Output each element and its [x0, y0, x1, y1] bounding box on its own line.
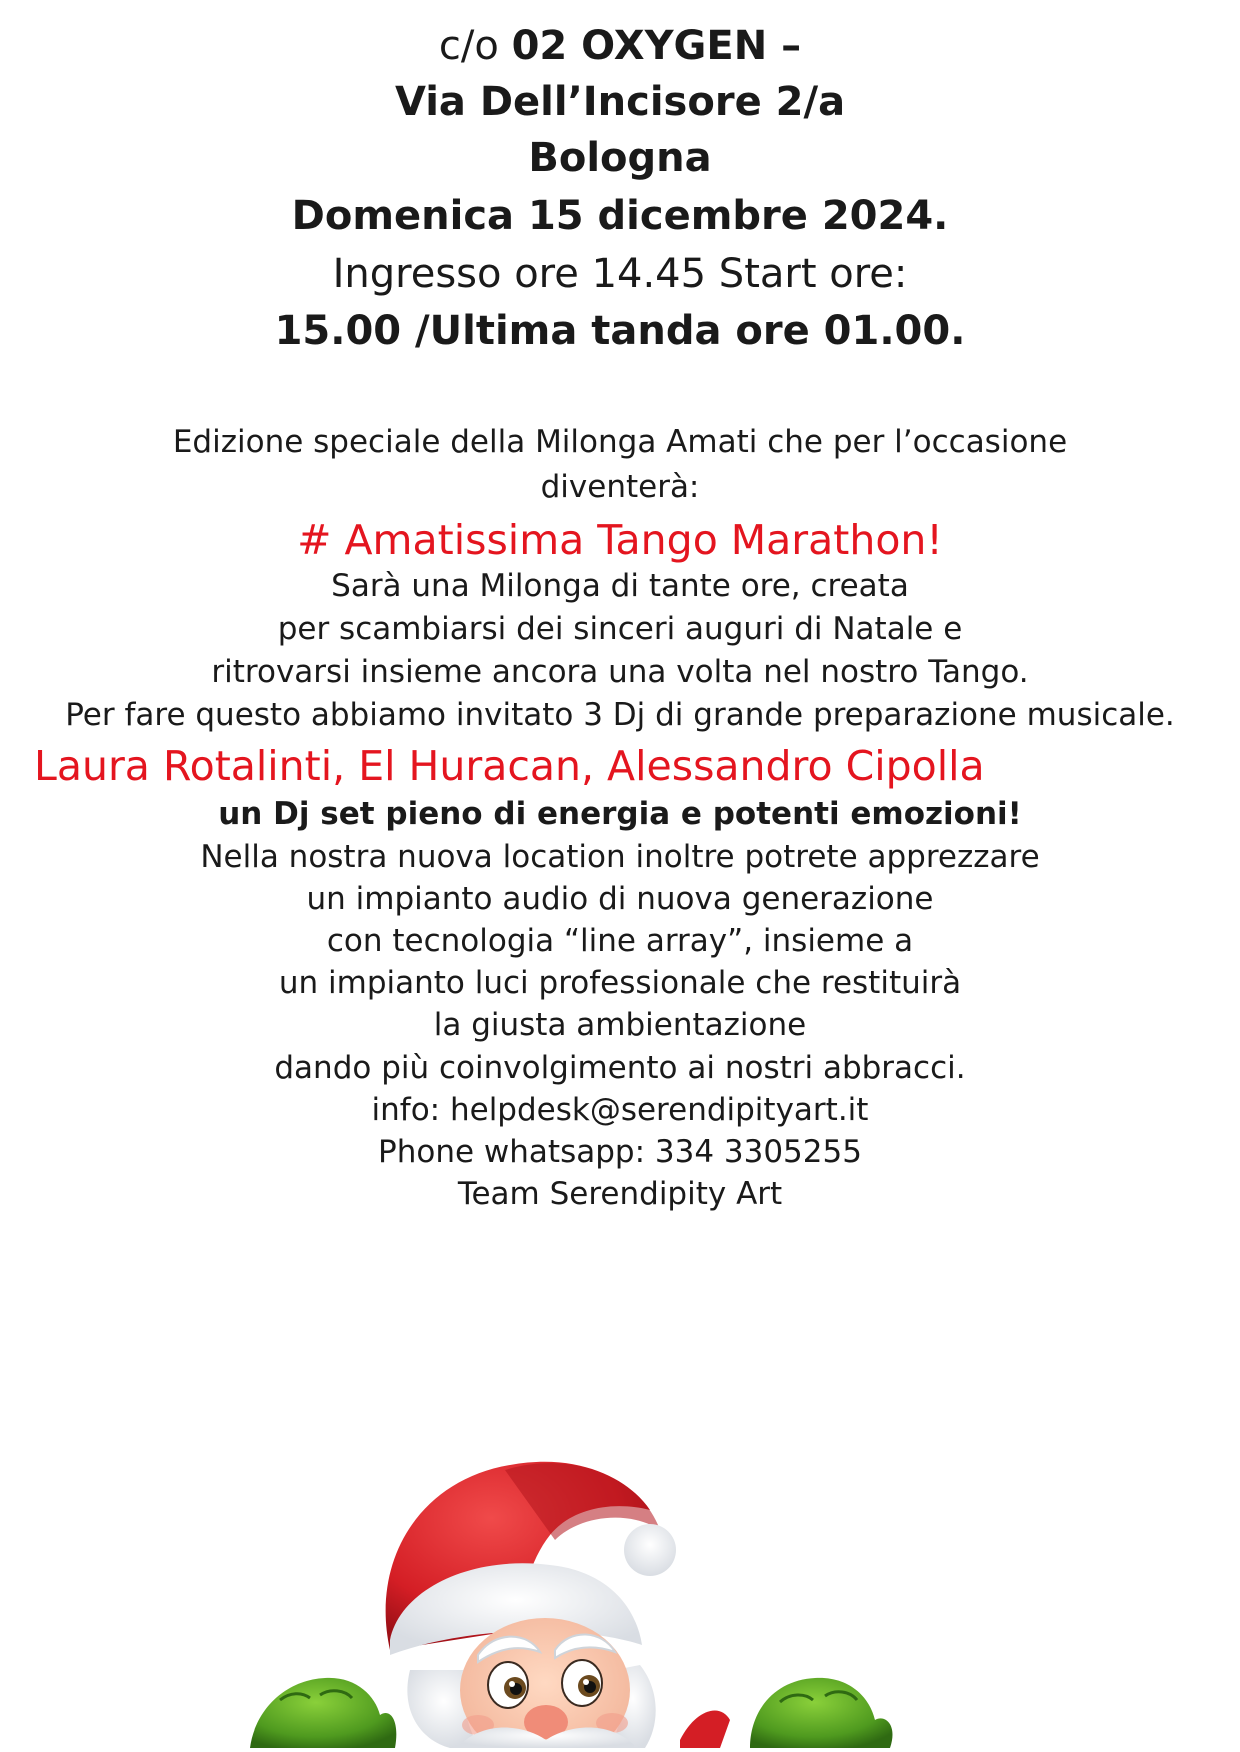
event-date: Domenica 15 dicembre 2024.: [291, 193, 949, 239]
schedule: 15.00 /Ultima tanda ore 01.00.: [274, 308, 966, 354]
venue-line-3: con tecnologia “line array”, insieme a: [326, 923, 914, 959]
dj-tagline: un Dj set pieno di energia e potenti emozioni!: [218, 796, 1022, 832]
entry-times: Ingresso ore 14.45 Start ore:: [332, 251, 908, 297]
location-name: 02 OXYGEN –: [511, 23, 802, 69]
description-line-1: Sarà una Milonga di tante ore, creata: [331, 568, 909, 604]
city: Bologna: [528, 135, 712, 181]
venue-line-6: dando più coinvolgimento ai nostri abbracci.: [274, 1050, 966, 1086]
venue-line-1: Nella nostra nuova location inoltre potrete apprezzare: [200, 839, 1040, 875]
location-line: [0, 20, 1240, 72]
event-name: # Amatissima Tango Marathon!: [297, 516, 943, 564]
santa-claus-icon: [250, 1440, 970, 1748]
venue-line-2: un impianto audio di nuova generazione: [306, 881, 934, 917]
description-line-2: per scambiarsi dei sinceri auguri di Natale e: [277, 611, 963, 647]
team-signature: Team Serendipity Art: [457, 1176, 783, 1212]
contact-info: info: helpdesk@serendipityart.it: [371, 1092, 869, 1128]
venue-line-5: la giusta ambientazione: [433, 1007, 807, 1043]
dj-names: Laura Rotalinti, El Huracan, Alessandro Cipolla: [34, 742, 985, 790]
location-prefix: c/o: [438, 23, 499, 69]
contact-phone: Phone whatsapp: 334 3305255: [378, 1134, 862, 1170]
description-line-3: ritrovarsi insieme ancora una volta nel nostro Tango.: [211, 654, 1029, 690]
description-line-4: Per fare questo abbiamo invitato 3 Dj di grande preparazione musicale.: [65, 697, 1175, 733]
address: Via Dell’Incisore 2/a: [394, 79, 846, 125]
intro-line-2: diventerà:: [540, 469, 700, 505]
venue-line-4: un impianto luci professionale che restituirà: [278, 965, 962, 1001]
intro-line-1: Edizione speciale della Milonga Amati che per l’occasione: [172, 424, 1068, 460]
